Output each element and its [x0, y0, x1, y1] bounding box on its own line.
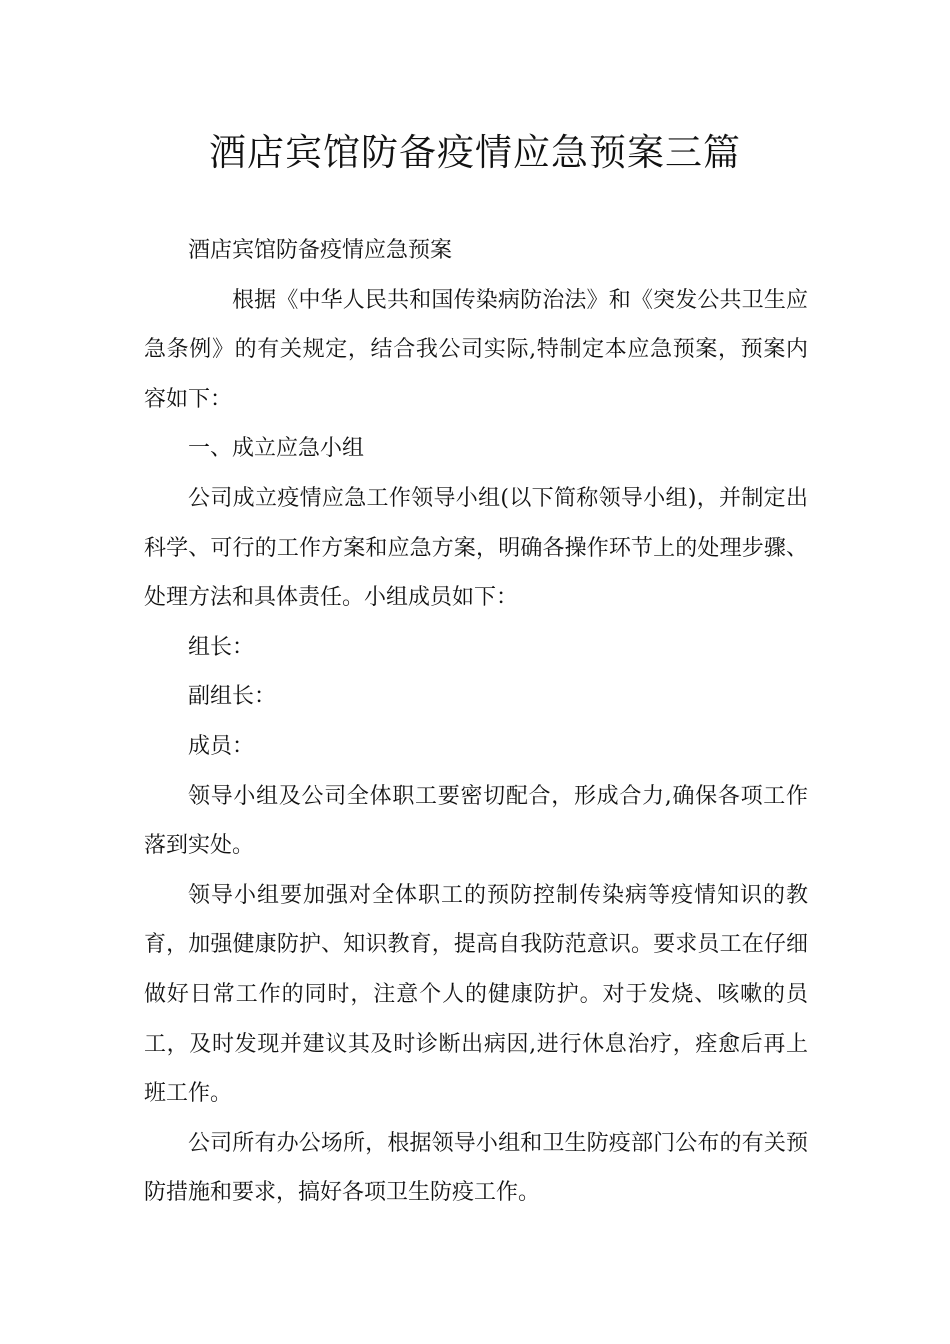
paragraph-hygiene: 公司所有办公场所，根据领导小组和卫生防疫部门公布的有关预防措施和要求，搞好各项卫生防疫工作。 — [144, 1130, 808, 1206]
field-members: 成员： — [188, 733, 255, 759]
field-deputy-leader: 副组长： — [188, 684, 277, 710]
section-heading: 酒店宾馆防备疫情应急预案 — [188, 238, 453, 263]
paragraph-education: 领导小组要加强对全体职工的预防控制传染病等疫情知识的教育，加强健康防护、知识教育，提高自我防范意识。要求员工在仔细做好日常工作的同时，注意个人的健康防护。对于发烧、咳嗽的员工，及时发现并建议其及时诊断出病因,进行休息治疗，痊愈后再上班工作。 — [144, 882, 808, 1107]
document-title: 酒店宾馆防备疫情应急预案三篇 — [209, 131, 741, 174]
paragraph-group-setup: 公司成立疫情应急工作领导小组(以下简称领导小组)，并制定出科学、可行的工作方案和应急方案，明确各操作环节上的处理步骤、处理方法和具体责任。小组成员如下： — [144, 485, 808, 611]
intro-paragraph: 根据《中华人民共和国传染病防治法》和《突发公共卫生应急条例》的有关规定，结合我公司实际,特制定本应急预案，预案内容如下： — [144, 287, 808, 412]
field-leader: 组长： — [188, 634, 255, 660]
paragraph-cooperation: 领导小组及公司全体职工要密切配合，形成合力,确保各项工作落到实处。 — [144, 783, 808, 859]
document-body — [144, 226, 808, 1218]
section-heading-1: 一、成立应急小组 — [188, 436, 365, 462]
